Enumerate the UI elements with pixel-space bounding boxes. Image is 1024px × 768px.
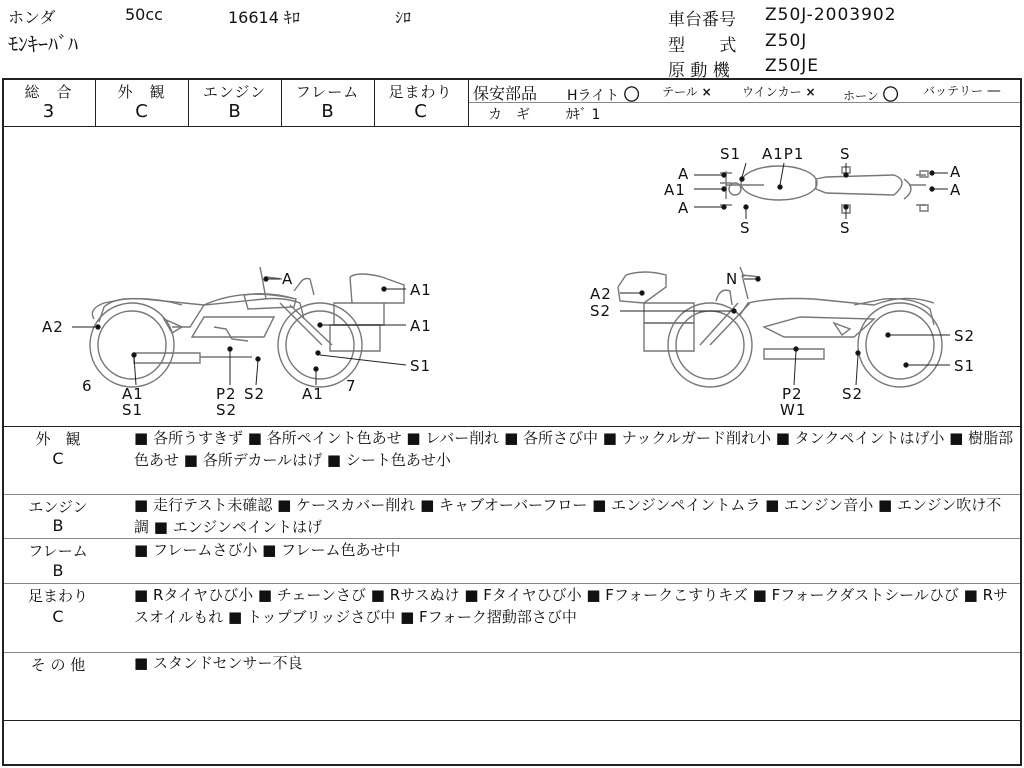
color: ｼﾛ — [395, 8, 412, 27]
diagram-label: P2 — [782, 385, 803, 403]
section-title-frame: フレーム — [28, 542, 88, 560]
diagram-label: S1 — [122, 401, 144, 419]
diagram-label: S1 — [954, 357, 976, 375]
dash-mark-icon: — — [986, 83, 1001, 99]
displacement: 50cc — [125, 5, 163, 24]
diagram-label: P2 — [216, 385, 237, 403]
section-title-exterior: 外 観 — [35, 430, 81, 448]
damage-diagram — [4, 127, 1020, 423]
diagram-label: A2 — [590, 285, 612, 303]
divider — [468, 102, 1020, 103]
type-label: 型 式 — [668, 36, 741, 56]
section-title-engine: エンジン — [28, 498, 88, 516]
grade-value-exterior: C — [135, 101, 148, 122]
section-grade-suspension: C — [52, 607, 64, 626]
diagram-label: A — [678, 199, 690, 217]
safety-item-label: ホーン — [843, 89, 879, 103]
diagram-label: S — [840, 145, 851, 163]
section-title-suspension: 足まわり — [27, 587, 88, 605]
section-grade-engine: B — [52, 516, 64, 535]
safety-item-label: バッテリー — [923, 84, 984, 98]
circle-mark-icon: 〇 — [882, 85, 899, 104]
make: ホンダ — [8, 8, 56, 27]
grade-value-overall: 3 — [42, 101, 55, 122]
cross-mark-icon: × — [805, 85, 816, 99]
diagram-label: A1 — [122, 385, 144, 403]
section-title-other: そ の 他 — [30, 656, 86, 674]
diagram-label: S2 — [590, 302, 612, 320]
diagram-label: A1P1 — [762, 145, 805, 163]
diagram-label: A1 — [302, 385, 324, 403]
type-value: Z50J — [765, 31, 808, 51]
diagram-label: S2 — [244, 385, 266, 403]
section-text-other: ■ スタンドセンサー不良 — [134, 654, 303, 672]
diagram-label: S2 — [842, 385, 864, 403]
motorcycle-top-view-icon — [720, 166, 928, 213]
section-text-frame: ■ フレームさび小 ■ フレーム色あせ中 — [134, 541, 401, 559]
section-grade-frame: B — [52, 561, 64, 580]
motorcycle-right-view-icon — [618, 267, 942, 387]
safety-item-winker — [742, 83, 816, 100]
diagram-label: 6 — [82, 377, 93, 395]
diagram-label: W1 — [780, 401, 807, 419]
safety-item-tail — [662, 83, 712, 100]
diagram-label: S2 — [216, 401, 238, 419]
safety-item-headlight — [567, 82, 640, 105]
grade-label-suspension: 足まわり — [388, 83, 453, 101]
key-label: カ ギ — [488, 107, 530, 123]
diagram-label: S — [740, 219, 751, 237]
diagram-label: A1 — [410, 317, 432, 335]
safety-item-label: テール — [662, 85, 698, 99]
grade-value-engine: B — [228, 101, 241, 122]
diagram-label: S2 — [954, 327, 976, 345]
engine-value: Z50JE — [765, 56, 820, 76]
cross-mark-icon: × — [701, 85, 712, 99]
engine-label: 原 動 機 — [668, 61, 730, 81]
diagram-label: S1 — [720, 145, 742, 163]
diagram-label: A — [950, 163, 962, 181]
safety-item-horn — [843, 82, 899, 105]
diagram-label: A1 — [664, 181, 686, 199]
safety-item-label: ウインカー — [742, 85, 802, 99]
circle-mark-icon: 〇 — [623, 85, 640, 104]
frame-no-label: 車台番号 — [668, 10, 736, 30]
grade-label-engine: エンジン — [202, 83, 267, 101]
section-text-suspension: ■ Rタイヤひび小 ■ チェーンさび ■ Rサスぬけ ■ Fタイヤひび小 ■ Fフォークこすりキズ ■ Fフォークダストシールひび ■ Rサスオイルもれ ■ トップブリッジさび中 ■ Fフォーク摺動部さび中 — [134, 586, 1008, 626]
diagram-label: A2 — [42, 318, 64, 336]
diagram-label: A — [950, 181, 962, 199]
grade-label-frame: フレーム — [295, 83, 360, 101]
diagram-label: A — [678, 165, 690, 183]
diagram-label: S — [840, 219, 851, 237]
divider — [468, 80, 469, 126]
diagram-label: A1 — [410, 281, 432, 299]
grade-label-overall: 総 合 — [24, 83, 73, 101]
grade-value-suspension: C — [414, 101, 427, 122]
motorcycle-left-view-icon — [90, 267, 404, 387]
model-name: ﾓﾝｷｰﾊﾞﾊ — [8, 32, 78, 56]
section-text-exterior: ■ 各所うすきず ■ 各所ペイント色あせ ■ レバー削れ ■ 各所さび中 ■ ナックルガード削れ小 ■ タンクペイントはげ小 ■ 樹脂部色あせ ■ 各所デカールはげ ■ シート色あせ小 — [134, 429, 1014, 469]
divider — [4, 720, 1020, 721]
grade-value-frame: B — [321, 101, 334, 122]
frame-no: Z50J-2003902 — [765, 5, 897, 25]
safety-item-battery — [923, 82, 1001, 99]
mileage: 16614 ｷﾛ — [228, 8, 300, 27]
key-value: ｶｷﾞ 1 — [566, 107, 601, 123]
grade-label-exterior: 外 観 — [117, 83, 166, 101]
safety-item-label: Hライト — [567, 88, 620, 104]
section-text-engine: ■ 走行テスト未確認 ■ ケースカバー削れ ■ キャブオーバーフロー ■ エンジンペイントムラ ■ エンジン音小 ■ エンジン吹け不調 ■ エンジンペイントはげ — [134, 496, 1002, 536]
safety-title: 保安部品 — [473, 84, 538, 103]
diagram-label: S1 — [410, 357, 432, 375]
diagram-label: A — [282, 270, 294, 288]
diagram-label: N — [726, 270, 739, 288]
diagram-label: 7 — [346, 377, 357, 395]
section-grade-exterior: C — [52, 449, 64, 468]
